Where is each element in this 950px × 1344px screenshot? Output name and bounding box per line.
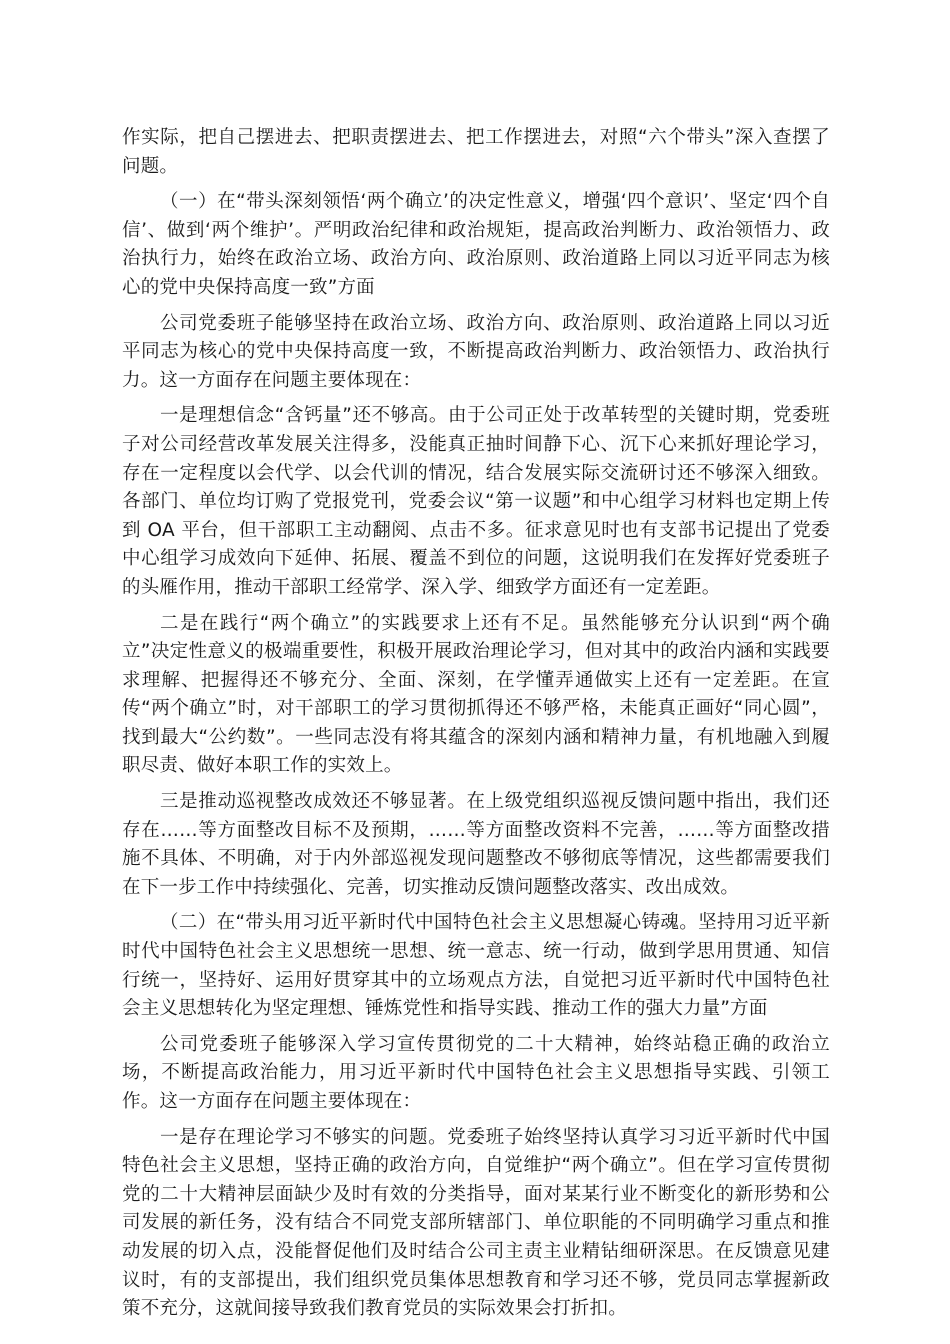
section-heading-2: （二）在“带头用习近平新时代中国特色社会主义思想凝心铸魂。坚持用习近平新时代中国特色社会主义思想统一思想、统一意志、统一行动，做到学思用贯通、知信行统一，坚持好、运用好贯穿其中的立场观点方法，自觉把习近平新时代中国特色社会主义思想转化为坚定理想、锤炼党性和指导实践、推动工作的强大力量”方面: [122, 912, 830, 1020]
paragraph: 三是推动巡视整改成效还不够显著。在上级党组织巡视反馈问题中指出，我们还存在……等方面整改目标不及预期，……等方面整改资料不完善，……等方面整改措施不具体、不明确，对于内外部巡视发现问题整改不够彻底等情况，这些都需要我们在下一步工作中持续强化、完善，切实推动反馈问题整改落实、改出成效。: [122, 791, 830, 898]
paragraph: 公司党委班子能够坚持在政治立场、政治方向、政治原则、政治道路上同以习近平同志为核心的党中央保持高度一致，不断提高政治判断力、政治领悟力、政治执行力。这一方面存在问题主要体现在：: [122, 312, 830, 391]
section-heading-1: （一）在“带头深刻领悟‘两个确立’的决定性意义，增强‘四个意识’、坚定‘四个自信’、做到‘两个维护’。严明政治纪律和政治规矩，提高政治判断力、政治领悟力、政治执行力，始终在政治立场、政治方向、政治原则、政治道路上同以习近平同志为核心的党中央保持高度一致”方面: [122, 191, 830, 298]
paragraph: 公司党委班子能够深入学习宣传贯彻党的二十大精神，始终站稳正确的政治立场，不断提高政治能力，用习近平新时代中国特色社会主义思想指导实践、引领工作。这一方面存在问题主要体现在：: [122, 1033, 830, 1112]
paragraph-continuation: 作实际，把自己摆进去、把职责摆进去、把工作摆进去，对照“六个带头”深入查摆了问题。: [122, 127, 830, 177]
document-body: [122, 124, 830, 1331]
paragraph: 一是理想信念“含钙量”还不够高。由于公司正处于改革转型的关键时期，党委班子对公司经营改革发展关注得多，没能真正抽时间静下心、沉下心来抓好理论学习，存在一定程度以会代学、以会代训的情况，结合发展实际交流研讨还不够深入细致。各部门、单位均订购了党报党刊，党委会议“第一议题”和中心组学习材料也定期上传到 OA 平台，但干部职工主动翻阅、点击不多。征求意见时也有支部书记提出了党委中心组学习成效向下延伸、拓展、覆盖不到位的问题，这说明我们在发挥好党委班子的头雁作用，推动干部职工经常学、深入学、细致学方面还有一定差距。: [122, 405, 830, 598]
paragraph: 一是存在理论学习不够实的问题。党委班子始终坚持认真学习习近平新时代中国特色社会主义思想，坚持正确的政治方向，自觉维护“两个确立”。但在学习宣传贯彻党的二十大精神层面缺少及时有效的分类指导，面对某某行业不断变化的新形势和公司发展的新任务，没有结合不同党支部所辖部门、单位职能的不同明确学习重点和推动发展的切入点，没能督促他们及时结合公司主责主业精钻细研深思。在反馈意见建议时，有的支部提出，我们组织党员集体思想教育和学习还不够，党员同志掌握新政策不充分，这就间接导致我们教育党员的实际效果会打折扣。: [122, 1126, 830, 1320]
paragraph: 二是在践行“两个确立”的实践要求上还有不足。虽然能够充分认识到“两个确立”决定性意义的极端重要性，积极开展政治理论学习，但对其中的政治内涵和实践要求理解、把握得还不够充分、全面、深刻，在学懂弄通做实上还有一定差距。在宣传“两个确立”时，对干部职工的学习贯彻抓得还不够严格，未能真正画好“同心圆”，找到最大“公约数”。一些同志没有将其蕴含的深刻内涵和精神力量，有机地融入到履职尽责、做好本职工作的实效上。: [122, 612, 830, 777]
